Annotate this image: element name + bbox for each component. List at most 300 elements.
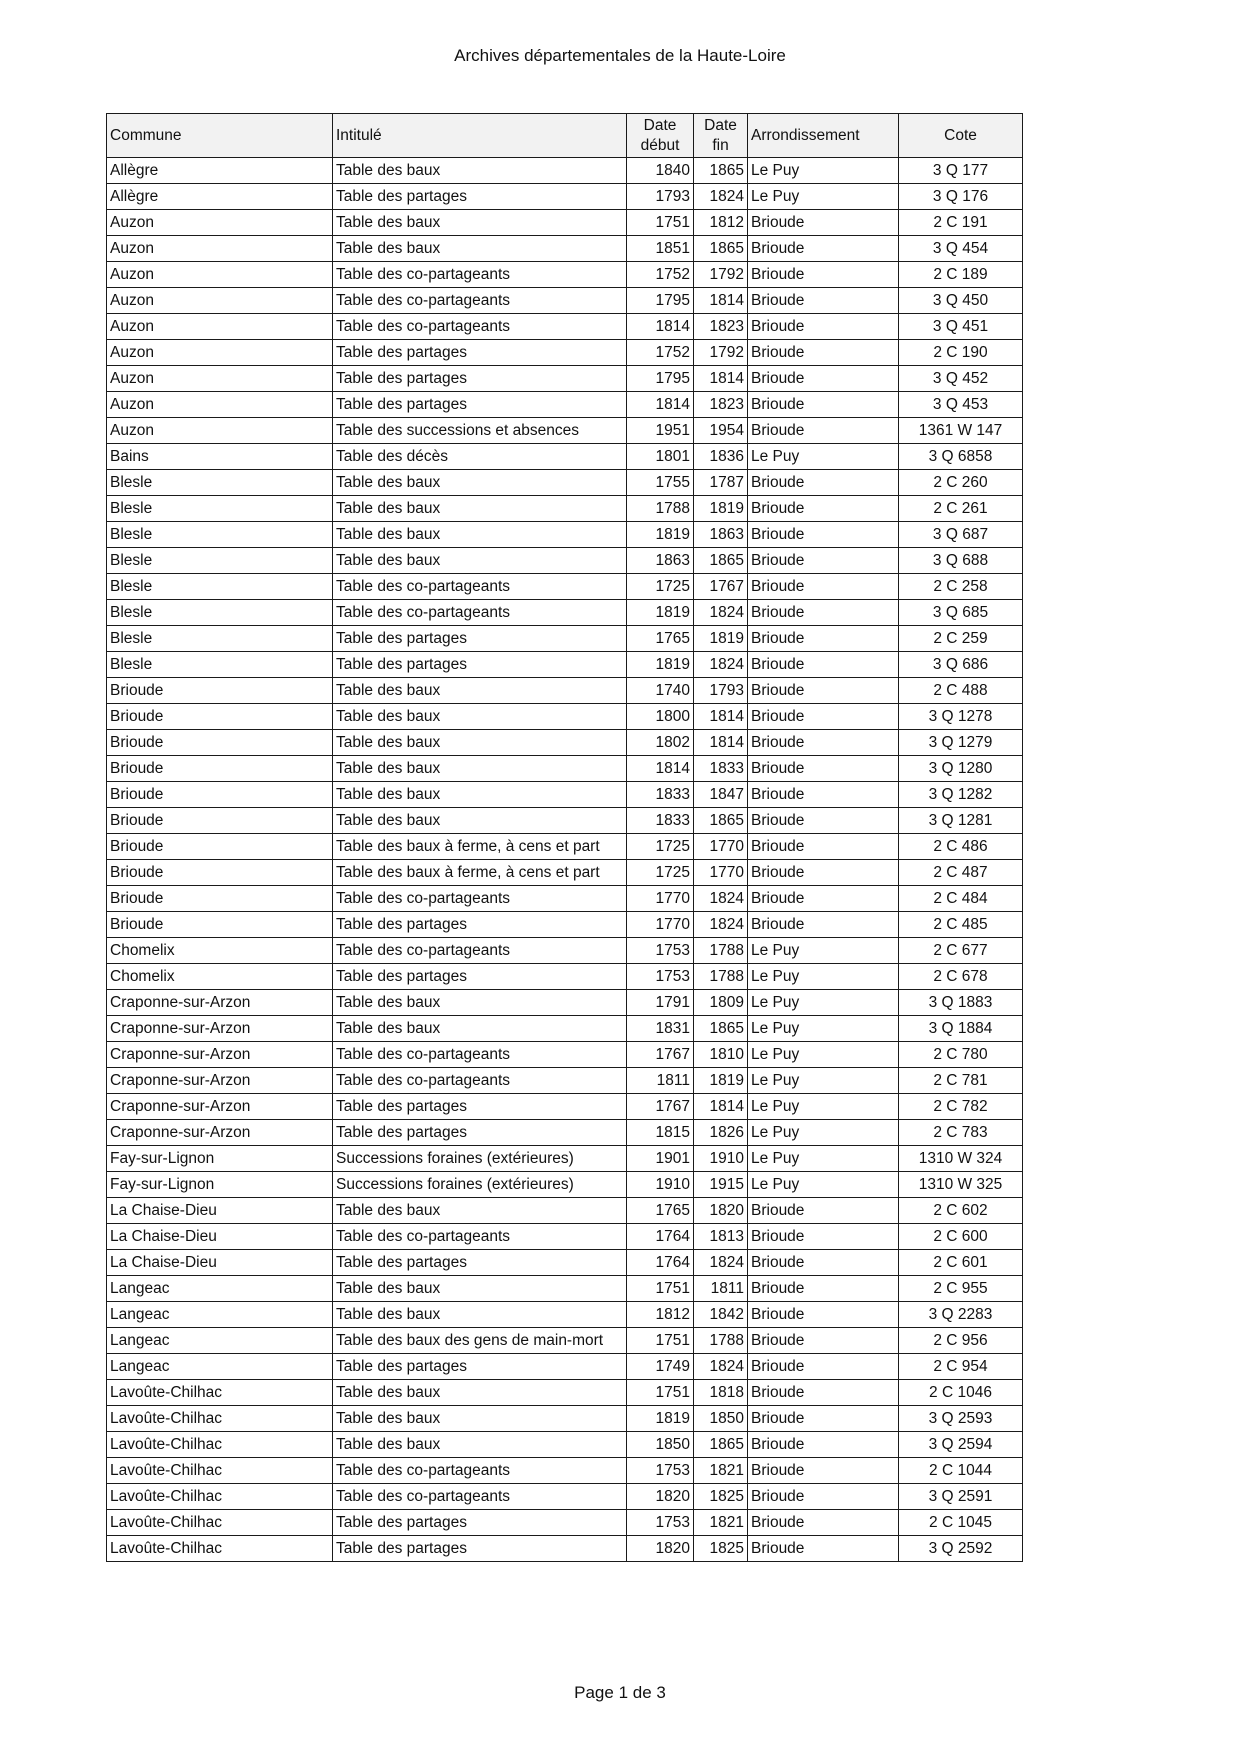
table-row (107, 340, 1023, 366)
cell-date-fin: 1788 (694, 964, 748, 990)
cell-cote: 3 Q 2594 (899, 1432, 1023, 1458)
cell-commune: Allègre (107, 158, 333, 184)
cell-cote: 1310 W 325 (899, 1172, 1023, 1198)
cell-commune: Blesle (107, 600, 333, 626)
cell-date-debut: 1770 (627, 886, 694, 912)
table-row (107, 1172, 1023, 1198)
cell-date-debut: 1770 (627, 912, 694, 938)
header-date-debut-line2: début (640, 136, 680, 154)
cell-date-debut: 1814 (627, 756, 694, 782)
cell-intitule: Table des partages (333, 1536, 627, 1562)
cell-date-debut: 1791 (627, 990, 694, 1016)
cell-cote: 2 C 485 (899, 912, 1023, 938)
cell-arrondissement: Brioude (748, 236, 899, 262)
cell-cote: 2 C 782 (899, 1094, 1023, 1120)
cell-date-debut: 1755 (627, 470, 694, 496)
table-row (107, 938, 1023, 964)
cell-arrondissement: Brioude (748, 1432, 899, 1458)
cell-arrondissement: Brioude (748, 1224, 899, 1250)
cell-commune: Lavoûte-Chilhac (107, 1432, 333, 1458)
cell-arrondissement: Brioude (748, 1458, 899, 1484)
table-row (107, 886, 1023, 912)
cell-date-debut: 1767 (627, 1094, 694, 1120)
cell-date-fin: 1819 (694, 626, 748, 652)
table-row (107, 860, 1023, 886)
cell-date-fin: 1767 (694, 574, 748, 600)
cell-date-fin: 1818 (694, 1380, 748, 1406)
cell-intitule: Table des baux (333, 1302, 627, 1328)
cell-date-debut: 1740 (627, 678, 694, 704)
cell-cote: 3 Q 1884 (899, 1016, 1023, 1042)
cell-arrondissement: Brioude (748, 1302, 899, 1328)
cell-intitule: Successions foraines (extérieures) (333, 1146, 627, 1172)
cell-arrondissement: Brioude (748, 912, 899, 938)
cell-intitule: Table des baux (333, 1432, 627, 1458)
cell-commune: La Chaise-Dieu (107, 1250, 333, 1276)
cell-date-fin: 1812 (694, 210, 748, 236)
cell-intitule: Table des partages (333, 1354, 627, 1380)
cell-arrondissement: Le Puy (748, 184, 899, 210)
cell-commune: Craponne-sur-Arzon (107, 990, 333, 1016)
cell-commune: Lavoûte-Chilhac (107, 1536, 333, 1562)
table-row (107, 912, 1023, 938)
cell-arrondissement: Brioude (748, 678, 899, 704)
cell-arrondissement: Brioude (748, 808, 899, 834)
cell-date-debut: 1819 (627, 600, 694, 626)
archive-table (106, 113, 1023, 1562)
cell-date-fin: 1910 (694, 1146, 748, 1172)
cell-arrondissement: Le Puy (748, 938, 899, 964)
table-row (107, 470, 1023, 496)
cell-commune: Brioude (107, 782, 333, 808)
cell-cote: 2 C 261 (899, 496, 1023, 522)
cell-arrondissement: Le Puy (748, 1120, 899, 1146)
cell-date-debut: 1753 (627, 938, 694, 964)
header-arrondissement: Arrondissement (748, 114, 899, 158)
table-row (107, 314, 1023, 340)
table-row (107, 496, 1023, 522)
cell-cote: 2 C 677 (899, 938, 1023, 964)
cell-commune: Langeac (107, 1276, 333, 1302)
cell-cote: 3 Q 1282 (899, 782, 1023, 808)
cell-intitule: Table des baux (333, 1198, 627, 1224)
cell-date-fin: 1823 (694, 392, 748, 418)
table-row (107, 1484, 1023, 1510)
cell-arrondissement: Brioude (748, 496, 899, 522)
cell-commune: Craponne-sur-Arzon (107, 1094, 333, 1120)
table-row (107, 210, 1023, 236)
cell-arrondissement: Brioude (748, 1198, 899, 1224)
cell-arrondissement: Brioude (748, 730, 899, 756)
cell-intitule: Table des baux (333, 210, 627, 236)
cell-date-debut: 1811 (627, 1068, 694, 1094)
cell-commune: Auzon (107, 314, 333, 340)
cell-date-fin: 1865 (694, 158, 748, 184)
cell-date-debut: 1753 (627, 1510, 694, 1536)
cell-intitule: Table des baux (333, 1380, 627, 1406)
cell-date-fin: 1824 (694, 886, 748, 912)
cell-date-debut: 1725 (627, 574, 694, 600)
table-row (107, 574, 1023, 600)
cell-date-fin: 1810 (694, 1042, 748, 1068)
header-intitule: Intitulé (333, 114, 627, 158)
cell-date-fin: 1814 (694, 730, 748, 756)
cell-arrondissement: Le Puy (748, 1042, 899, 1068)
cell-intitule: Table des co-partageants (333, 600, 627, 626)
cell-commune: Langeac (107, 1354, 333, 1380)
cell-intitule: Table des co-partageants (333, 938, 627, 964)
cell-cote: 2 C 781 (899, 1068, 1023, 1094)
cell-cote: 2 C 601 (899, 1250, 1023, 1276)
cell-intitule: Table des partages (333, 184, 627, 210)
cell-intitule: Table des co-partageants (333, 1484, 627, 1510)
cell-cote: 3 Q 1279 (899, 730, 1023, 756)
cell-arrondissement: Le Puy (748, 1172, 899, 1198)
cell-date-fin: 1825 (694, 1536, 748, 1562)
cell-date-fin: 1865 (694, 548, 748, 574)
page-title: Archives départementales de la Haute-Loire (454, 46, 786, 65)
cell-date-debut: 1863 (627, 548, 694, 574)
cell-date-fin: 1865 (694, 1016, 748, 1042)
cell-cote: 2 C 602 (899, 1198, 1023, 1224)
cell-commune: Langeac (107, 1302, 333, 1328)
cell-arrondissement: Le Puy (748, 1016, 899, 1042)
table-row (107, 522, 1023, 548)
cell-date-debut: 1751 (627, 210, 694, 236)
cell-intitule: Table des baux (333, 158, 627, 184)
cell-date-fin: 1792 (694, 340, 748, 366)
table-row (107, 1094, 1023, 1120)
cell-intitule: Table des partages (333, 964, 627, 990)
cell-cote: 3 Q 685 (899, 600, 1023, 626)
cell-intitule: Table des partages (333, 626, 627, 652)
cell-date-debut: 1819 (627, 1406, 694, 1432)
cell-date-fin: 1824 (694, 652, 748, 678)
header-date-fin (694, 114, 748, 158)
cell-date-debut: 1751 (627, 1328, 694, 1354)
table-row (107, 808, 1023, 834)
cell-cote: 2 C 488 (899, 678, 1023, 704)
cell-date-debut: 1764 (627, 1224, 694, 1250)
cell-arrondissement: Le Puy (748, 1068, 899, 1094)
cell-cote: 2 C 484 (899, 886, 1023, 912)
cell-arrondissement: Brioude (748, 626, 899, 652)
cell-intitule: Successions foraines (extérieures) (333, 1172, 627, 1198)
cell-commune: Chomelix (107, 938, 333, 964)
cell-arrondissement: Brioude (748, 314, 899, 340)
cell-cote: 2 C 190 (899, 340, 1023, 366)
table-row (107, 236, 1023, 262)
cell-commune: Fay-sur-Lignon (107, 1172, 333, 1198)
cell-intitule: Table des co-partageants (333, 574, 627, 600)
cell-date-debut: 1815 (627, 1120, 694, 1146)
cell-intitule: Table des baux (333, 808, 627, 834)
cell-intitule: Table des co-partageants (333, 1068, 627, 1094)
cell-date-fin: 1809 (694, 990, 748, 1016)
cell-date-debut: 1850 (627, 1432, 694, 1458)
table-row (107, 990, 1023, 1016)
cell-intitule: Table des co-partageants (333, 886, 627, 912)
cell-date-debut: 1725 (627, 860, 694, 886)
cell-intitule: Table des partages (333, 652, 627, 678)
cell-commune: Blesle (107, 548, 333, 574)
cell-commune: Blesle (107, 470, 333, 496)
cell-commune: Lavoûte-Chilhac (107, 1406, 333, 1432)
cell-date-fin: 1787 (694, 470, 748, 496)
table-row (107, 1146, 1023, 1172)
cell-date-fin: 1821 (694, 1458, 748, 1484)
cell-commune: Lavoûte-Chilhac (107, 1380, 333, 1406)
cell-date-debut: 1767 (627, 1042, 694, 1068)
cell-commune: Bains (107, 444, 333, 470)
cell-date-fin: 1865 (694, 808, 748, 834)
cell-cote: 1310 W 324 (899, 1146, 1023, 1172)
table-row (107, 1068, 1023, 1094)
cell-intitule: Table des baux (333, 470, 627, 496)
table-row (107, 1458, 1023, 1484)
cell-cote: 3 Q 2283 (899, 1302, 1023, 1328)
cell-cote: 3 Q 686 (899, 652, 1023, 678)
header-date-fin-line1: Date (704, 116, 737, 134)
cell-commune: Craponne-sur-Arzon (107, 1042, 333, 1068)
cell-commune: Auzon (107, 210, 333, 236)
table-row (107, 678, 1023, 704)
table-row (107, 418, 1023, 444)
table-row (107, 1328, 1023, 1354)
cell-cote: 2 C 260 (899, 470, 1023, 496)
table-body (107, 158, 1023, 1562)
table-row (107, 1198, 1023, 1224)
cell-arrondissement: Brioude (748, 392, 899, 418)
cell-arrondissement: Le Puy (748, 964, 899, 990)
cell-intitule: Table des partages (333, 340, 627, 366)
cell-arrondissement: Brioude (748, 782, 899, 808)
cell-intitule: Table des baux à ferme, à cens et part (333, 860, 627, 886)
cell-date-fin: 1824 (694, 1354, 748, 1380)
cell-intitule: Table des décès (333, 444, 627, 470)
cell-intitule: Table des baux (333, 1016, 627, 1042)
cell-arrondissement: Brioude (748, 262, 899, 288)
table-row (107, 1536, 1023, 1562)
cell-intitule: Table des baux (333, 522, 627, 548)
cell-arrondissement: Brioude (748, 1536, 899, 1562)
cell-date-debut: 1751 (627, 1276, 694, 1302)
cell-cote: 2 C 1045 (899, 1510, 1023, 1536)
cell-cote: 2 C 189 (899, 262, 1023, 288)
cell-intitule: Table des baux (333, 782, 627, 808)
cell-date-debut: 1833 (627, 808, 694, 834)
cell-arrondissement: Brioude (748, 366, 899, 392)
cell-cote: 2 C 259 (899, 626, 1023, 652)
cell-commune: Blesle (107, 652, 333, 678)
cell-date-fin: 1819 (694, 1068, 748, 1094)
cell-date-fin: 1814 (694, 288, 748, 314)
cell-arrondissement: Brioude (748, 860, 899, 886)
table-row (107, 262, 1023, 288)
cell-cote: 2 C 1044 (899, 1458, 1023, 1484)
cell-commune: Brioude (107, 860, 333, 886)
cell-date-debut: 1851 (627, 236, 694, 262)
cell-arrondissement: Brioude (748, 1328, 899, 1354)
table-row (107, 184, 1023, 210)
cell-date-debut: 1795 (627, 288, 694, 314)
cell-cote: 3 Q 450 (899, 288, 1023, 314)
cell-date-debut: 1751 (627, 1380, 694, 1406)
cell-intitule: Table des co-partageants (333, 1458, 627, 1484)
cell-intitule: Table des baux (333, 1406, 627, 1432)
cell-date-fin: 1836 (694, 444, 748, 470)
cell-cote: 3 Q 2593 (899, 1406, 1023, 1432)
cell-arrondissement: Brioude (748, 470, 899, 496)
cell-arrondissement: Brioude (748, 704, 899, 730)
cell-date-debut: 1749 (627, 1354, 694, 1380)
header-date-fin-line2: fin (712, 136, 729, 154)
cell-cote: 2 C 1046 (899, 1380, 1023, 1406)
table-row (107, 600, 1023, 626)
table-row (107, 756, 1023, 782)
cell-date-fin: 1814 (694, 1094, 748, 1120)
table-row (107, 1120, 1023, 1146)
cell-cote: 2 C 783 (899, 1120, 1023, 1146)
header-date-debut-line1: Date (643, 116, 677, 134)
cell-arrondissement: Brioude (748, 600, 899, 626)
table-row (107, 1380, 1023, 1406)
cell-date-debut: 1753 (627, 964, 694, 990)
cell-arrondissement: Brioude (748, 1276, 899, 1302)
cell-date-debut: 1819 (627, 652, 694, 678)
cell-date-fin: 1833 (694, 756, 748, 782)
cell-commune: Brioude (107, 730, 333, 756)
cell-commune: Blesle (107, 496, 333, 522)
cell-intitule: Table des baux (333, 756, 627, 782)
cell-date-fin: 1863 (694, 522, 748, 548)
cell-date-debut: 1765 (627, 1198, 694, 1224)
cell-commune: Auzon (107, 392, 333, 418)
cell-date-fin: 1770 (694, 860, 748, 886)
table-row (107, 964, 1023, 990)
table-row (107, 1042, 1023, 1068)
cell-cote: 3 Q 1280 (899, 756, 1023, 782)
cell-cote: 3 Q 176 (899, 184, 1023, 210)
cell-date-debut: 1752 (627, 340, 694, 366)
cell-intitule: Table des baux des gens de main-mort (333, 1328, 627, 1354)
table-row (107, 834, 1023, 860)
cell-intitule: Table des partages (333, 392, 627, 418)
cell-commune: Blesle (107, 626, 333, 652)
table-row (107, 1276, 1023, 1302)
cell-cote: 3 Q 687 (899, 522, 1023, 548)
cell-intitule: Table des partages (333, 366, 627, 392)
cell-commune: Lavoûte-Chilhac (107, 1458, 333, 1484)
cell-date-debut: 1819 (627, 522, 694, 548)
cell-arrondissement: Brioude (748, 1380, 899, 1406)
cell-arrondissement: Brioude (748, 418, 899, 444)
cell-intitule: Table des co-partageants (333, 288, 627, 314)
cell-date-fin: 1842 (694, 1302, 748, 1328)
cell-intitule: Table des baux (333, 236, 627, 262)
table-row (107, 1250, 1023, 1276)
cell-commune: Brioude (107, 756, 333, 782)
cell-date-debut: 1814 (627, 314, 694, 340)
cell-date-fin: 1820 (694, 1198, 748, 1224)
cell-date-fin: 1792 (694, 262, 748, 288)
cell-cote: 2 C 487 (899, 860, 1023, 886)
cell-commune: Auzon (107, 366, 333, 392)
table-row (107, 730, 1023, 756)
cell-cote: 2 C 678 (899, 964, 1023, 990)
cell-arrondissement: Brioude (748, 340, 899, 366)
cell-date-debut: 1752 (627, 262, 694, 288)
cell-commune: Brioude (107, 678, 333, 704)
cell-arrondissement: Brioude (748, 886, 899, 912)
cell-intitule: Table des baux (333, 990, 627, 1016)
table-header (107, 114, 1023, 158)
cell-commune: Chomelix (107, 964, 333, 990)
cell-intitule: Table des successions et absences (333, 418, 627, 444)
cell-date-debut: 1800 (627, 704, 694, 730)
cell-date-debut: 1820 (627, 1536, 694, 1562)
cell-arrondissement: Brioude (748, 1354, 899, 1380)
cell-date-debut: 1788 (627, 496, 694, 522)
cell-date-debut: 1951 (627, 418, 694, 444)
cell-intitule: Table des baux à ferme, à cens et part (333, 834, 627, 860)
cell-date-fin: 1826 (694, 1120, 748, 1146)
cell-date-fin: 1793 (694, 678, 748, 704)
cell-intitule: Table des partages (333, 912, 627, 938)
cell-intitule: Table des co-partageants (333, 1042, 627, 1068)
cell-arrondissement: Brioude (748, 1510, 899, 1536)
cell-date-fin: 1788 (694, 1328, 748, 1354)
cell-date-fin: 1850 (694, 1406, 748, 1432)
cell-arrondissement: Brioude (748, 756, 899, 782)
cell-cote: 3 Q 451 (899, 314, 1023, 340)
cell-commune: Brioude (107, 834, 333, 860)
cell-intitule: Table des baux (333, 704, 627, 730)
cell-date-fin: 1770 (694, 834, 748, 860)
cell-arrondissement: Brioude (748, 548, 899, 574)
cell-intitule: Table des baux (333, 730, 627, 756)
cell-date-fin: 1824 (694, 184, 748, 210)
cell-date-fin: 1813 (694, 1224, 748, 1250)
cell-cote: 2 C 486 (899, 834, 1023, 860)
cell-date-fin: 1811 (694, 1276, 748, 1302)
cell-arrondissement: Brioude (748, 288, 899, 314)
cell-arrondissement: Brioude (748, 1484, 899, 1510)
cell-date-debut: 1840 (627, 158, 694, 184)
cell-date-debut: 1812 (627, 1302, 694, 1328)
cell-date-debut: 1814 (627, 392, 694, 418)
cell-cote: 3 Q 1883 (899, 990, 1023, 1016)
cell-arrondissement: Le Puy (748, 990, 899, 1016)
cell-date-debut: 1765 (627, 626, 694, 652)
cell-date-fin: 1814 (694, 704, 748, 730)
cell-commune: Craponne-sur-Arzon (107, 1068, 333, 1094)
cell-date-debut: 1753 (627, 1458, 694, 1484)
header-row (107, 114, 1023, 158)
cell-commune: Auzon (107, 288, 333, 314)
cell-intitule: Table des co-partageants (333, 314, 627, 340)
cell-cote: 2 C 600 (899, 1224, 1023, 1250)
cell-commune: Auzon (107, 418, 333, 444)
cell-commune: Lavoûte-Chilhac (107, 1510, 333, 1536)
cell-cote: 3 Q 1281 (899, 808, 1023, 834)
cell-commune: Brioude (107, 886, 333, 912)
cell-commune: Blesle (107, 522, 333, 548)
table-row (107, 704, 1023, 730)
cell-date-debut: 1795 (627, 366, 694, 392)
cell-cote: 3 Q 2592 (899, 1536, 1023, 1562)
cell-date-fin: 1825 (694, 1484, 748, 1510)
